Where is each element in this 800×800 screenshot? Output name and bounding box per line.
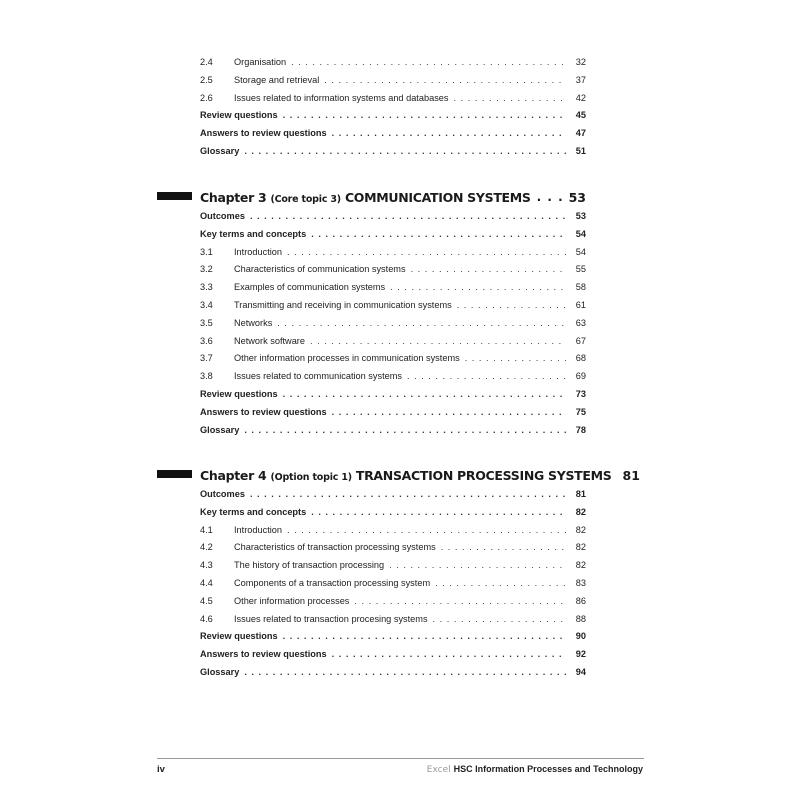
- leader-dots: [244, 666, 566, 678]
- toc-entry-title: Glossary: [200, 667, 240, 677]
- toc-entry-page: 81: [575, 489, 586, 499]
- toc-entry-number: 4.4: [200, 578, 213, 588]
- toc-entry-page: 75: [575, 406, 586, 417]
- toc-entry-page: 86: [575, 595, 586, 606]
- toc-entry-number: 2.5: [200, 74, 213, 85]
- leader-dots: [332, 127, 566, 139]
- toc-entry: [200, 105, 586, 121]
- toc-entry-number: 3.3: [200, 282, 213, 293]
- toc-entry-page: 63: [575, 317, 586, 328]
- toc-entry-page: 45: [575, 110, 586, 121]
- toc-entry-number: 3.1: [200, 246, 213, 257]
- leader-dots: [244, 145, 566, 157]
- toc-entry-number: 4.5: [200, 595, 213, 606]
- toc-entry-page: 53: [575, 211, 586, 221]
- toc-entry-number: 4.3: [200, 560, 213, 571]
- toc-entry: [200, 313, 586, 329]
- toc-entry-title: Organisation: [234, 57, 287, 67]
- leader-dots: [537, 190, 564, 205]
- toc-entry-title: Key terms and concepts: [200, 506, 307, 517]
- leader-dots: [324, 74, 566, 86]
- toc-entry-number: 3.6: [200, 335, 213, 346]
- toc-entry-title: Other information processes: [234, 595, 350, 606]
- leader-dots: [435, 577, 566, 589]
- toc-entry-page: 73: [575, 389, 586, 399]
- toc-entry: [200, 402, 586, 418]
- toc-entry-page: 58: [575, 282, 586, 293]
- toc-entry-title: Networks: [234, 317, 273, 328]
- toc-entry-title: Introduction: [234, 524, 283, 535]
- toc-entry: [200, 277, 586, 293]
- chapter-page: 81: [622, 468, 640, 483]
- toc-entry-page: 92: [575, 649, 586, 660]
- toc-entry-page: 54: [575, 246, 586, 257]
- toc-entry: [200, 348, 586, 364]
- toc-entry-title: The history of transaction processing: [234, 560, 385, 571]
- leader-dots: [465, 352, 566, 364]
- leader-dots: [283, 630, 566, 642]
- toc-entry-title: Answers to review questions: [200, 406, 327, 417]
- toc-entry-title: Review questions: [200, 110, 278, 121]
- toc-entry: [200, 573, 586, 589]
- leader-dots: [283, 388, 566, 400]
- toc-entry-title: Transmitting and receiving in communication systems: [234, 300, 452, 310]
- toc-entry-title: Characteristics of transaction processing systems: [234, 542, 436, 553]
- leader-dots: [287, 246, 566, 258]
- toc-entry-title: Key terms and concepts: [200, 228, 307, 239]
- toc-entry: [200, 626, 586, 642]
- footer-page-number: iv: [157, 764, 165, 775]
- toc-entry-title: Issues related to transaction procesing systems: [234, 613, 428, 624]
- toc-entry-title: Other information processes in communication systems: [234, 353, 460, 364]
- toc-entry: [200, 537, 586, 553]
- toc-entry-title: Glossary: [200, 146, 240, 156]
- toc-entry-page: 82: [575, 524, 586, 535]
- leader-dots: [250, 488, 566, 500]
- chapter-topic: (Option topic 1): [270, 472, 352, 483]
- leader-dots: [457, 299, 566, 311]
- toc-entry: [200, 555, 586, 571]
- toc-entry-title: Review questions: [200, 389, 278, 399]
- publisher-brand: Excel: [426, 765, 451, 775]
- toc-entry-title: Outcomes: [200, 489, 245, 499]
- toc-entry-page: 42: [575, 92, 586, 103]
- toc-entry: [200, 259, 586, 275]
- toc-entry-page: 82: [575, 542, 586, 553]
- toc-entry-title: Components of a transaction processing system: [234, 578, 431, 588]
- toc-entry-page: 37: [575, 74, 586, 85]
- toc-entry-page: 83: [575, 578, 586, 588]
- toc-entry-title: Answers to review questions: [200, 128, 327, 139]
- leader-dots: [291, 56, 566, 68]
- toc-entry-page: 78: [575, 424, 586, 435]
- toc-entry: [200, 609, 586, 625]
- toc-entry: [200, 88, 586, 104]
- leader-dots: [332, 648, 566, 660]
- toc-entry-number: 3.2: [200, 264, 213, 275]
- footer-book-title: [427, 764, 643, 775]
- toc-entry-page: 82: [575, 560, 586, 571]
- toc-entry-title: Issues related to communication systems: [234, 371, 402, 382]
- leader-dots: [390, 281, 566, 293]
- leader-dots: [250, 210, 566, 222]
- toc-entry-title: Network software: [234, 335, 305, 346]
- toc-entry: [200, 242, 586, 258]
- toc-entry: [200, 384, 586, 400]
- toc-entry-number: 2.4: [200, 57, 213, 67]
- leader-dots: [277, 317, 566, 329]
- leader-dots: [411, 263, 566, 275]
- toc-entry-title: Characteristics of communication systems: [234, 264, 406, 275]
- chapter-heading-4: [200, 463, 640, 483]
- toc-entry: [200, 484, 586, 500]
- chapter-title: COMMUNICATION SYSTEMS: [344, 190, 531, 205]
- toc-entry: [200, 295, 586, 311]
- toc-entry: [200, 366, 586, 382]
- toc-entry-page: 88: [575, 613, 586, 624]
- leader-dots: [441, 541, 566, 553]
- toc-entry: [200, 70, 586, 86]
- chapter-marker-bar: [157, 192, 192, 200]
- toc-entry: [200, 662, 586, 678]
- toc-entry: [200, 502, 586, 518]
- toc-entry-number: 2.6: [200, 92, 213, 103]
- toc-entry: [200, 591, 586, 607]
- toc-entry-number: 4.2: [200, 542, 213, 553]
- chapter-heading-3: [200, 185, 586, 205]
- toc-entry-title: Answers to review questions: [200, 649, 327, 660]
- toc-entry-page: 51: [575, 146, 586, 156]
- toc-entry: [200, 52, 586, 68]
- toc-entry: [200, 644, 586, 660]
- leader-dots: [287, 524, 566, 536]
- toc-entry-number: 3.4: [200, 300, 213, 310]
- toc-entry: [200, 520, 586, 536]
- book-name: HSC Information Processes and Technology: [453, 764, 643, 774]
- toc-entry-title: Issues related to information systems and databases: [234, 92, 449, 103]
- toc-entry: [200, 420, 586, 436]
- toc-entry-title: Introduction: [234, 246, 283, 257]
- leader-dots: [311, 506, 566, 518]
- footer-divider: [157, 758, 644, 759]
- chapter-page: 53: [568, 190, 586, 205]
- toc-entry-page: 90: [575, 631, 586, 642]
- toc-entry-title: Review questions: [200, 631, 278, 642]
- toc-entry-page: 68: [575, 353, 586, 364]
- leader-dots: [454, 92, 567, 104]
- toc-entry-title: Examples of communication systems: [234, 282, 386, 293]
- leader-dots: [310, 335, 566, 347]
- toc-entry: [200, 123, 586, 139]
- toc-entry-number: 4.6: [200, 613, 213, 624]
- toc-entry-page: 82: [575, 506, 586, 517]
- leader-dots: [332, 406, 566, 418]
- leader-dots: [244, 424, 566, 436]
- toc-entry: [200, 141, 586, 157]
- chapter-title: TRANSACTION PROCESSING SYSTEMS: [355, 468, 612, 483]
- toc-entry-title: Outcomes: [200, 211, 245, 221]
- toc-entry-title: Storage and retrieval: [234, 74, 320, 85]
- chapter-marker-bar: [157, 470, 192, 478]
- toc-entry-page: 32: [575, 57, 586, 67]
- chapter-topic: (Core topic 3): [270, 194, 341, 205]
- toc-entry-title: Glossary: [200, 424, 240, 435]
- chapter-label: Chapter 3: [200, 190, 267, 205]
- leader-dots: [311, 228, 566, 240]
- leader-dots: [389, 559, 566, 571]
- leader-dots: [354, 595, 566, 607]
- toc-entry: [200, 224, 586, 240]
- toc-entry-page: 54: [575, 228, 586, 239]
- toc-entry: [200, 331, 586, 347]
- toc-entry-page: 47: [575, 128, 586, 139]
- toc-entry-page: 55: [575, 264, 586, 275]
- toc-entry-number: 3.7: [200, 353, 213, 364]
- toc-entry-page: 67: [575, 335, 586, 346]
- toc-entry-page: 69: [575, 371, 586, 382]
- toc-entry-number: 3.5: [200, 317, 213, 328]
- leader-dots: [433, 613, 566, 625]
- chapter-label: Chapter 4: [200, 468, 267, 483]
- toc-entry-number: 4.1: [200, 524, 213, 535]
- toc-entry-page: 94: [575, 667, 586, 677]
- leader-dots: [407, 370, 566, 382]
- leader-dots: [283, 109, 566, 121]
- toc-entry-number: 3.8: [200, 371, 213, 382]
- toc-entry: [200, 206, 586, 222]
- toc-entry-page: 61: [575, 300, 586, 310]
